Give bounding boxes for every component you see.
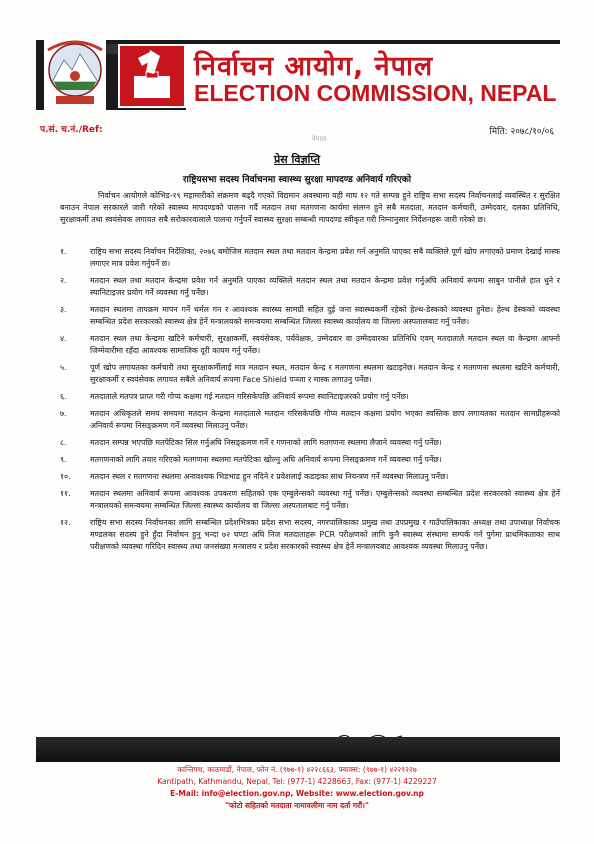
list-item — [60, 437, 560, 449]
subheading: राष्ट्रियसभा सदस्य निर्वाचनमा स्वास्थ्य सुरक्षा मापदण्ड अनिवार्य गरिएको — [182, 175, 412, 185]
item-number: ३. — [60, 305, 67, 314]
footer-slogan: "फोटो सहितको मतदाता नामावलीमा नाम दर्ता गरौं।" — [225, 801, 369, 810]
list-item — [60, 488, 560, 512]
item-text: मतदान स्थल र मतगणना स्थलमा अनावश्यक भिडभाड हुन नदिने र प्रवेशलाई कडाइका साथ नियन्त्रण गर्ने व्यवस्था मिलाउनु पर्नेछ। — [90, 472, 449, 481]
item-number: ११. — [60, 489, 71, 498]
list-item — [60, 454, 560, 466]
list-item — [60, 408, 560, 432]
item-text: मतदान स्थलमा तापक्रम मापन गर्ने थर्मल गन र आवश्यक स्वास्थ्य सामग्री सहित दुई जना स्वास्थ्यकर्मी रहेको हेल्थ-डेस्कको व्यवस्था हुनेछ। हेल्थ डेस्कको व्यवस्था सम्बन्धित प्रदेश सरकारको स्वास्थ्य क्षेत्र हेर्ने मन्त्रालयको समन्वयमा सम्बन्धित जिल्ला स्वास्थ्य कार्यालय वा जिल्ला अस्पतालबाट गर्नु पर्नेछ। — [90, 305, 560, 326]
item-text: मतदान सम्पन्न भएपछि मतपेटिका सिल गर्नुअघि निसङ्क्रमण गर्ने र गणनाको लागि मतगणना स्थलमा लैजाने व्यवस्था गर्नु पर्नेछ। — [90, 438, 442, 447]
list-item — [60, 517, 560, 553]
title-nepali: निर्वाचन आयोग, नेपाल — [194, 51, 434, 82]
item-text: राष्ट्रिय सभा सदस्य निर्वाचन निर्देशिका, २०७६ बमोजिम मतदान स्थल तथा मतदान केन्द्रमा प्रवेश गर्न अनुमति पाएका सबै व्यक्तिले पूर्ण खोप लगाएको प्रमाण देखाई मास्क लगाएर मात्र प्रवेश गर्नुपर्ने छ। — [90, 247, 560, 268]
item-text: राष्ट्रिय सभा सदस्य निर्वाचनका लागि सम्बन्धित प्रदेशभित्रका प्रदेश सभा सदस्य, नगरपालिकाका प्रमुख तथा उपप्रमुख र गाउँपालिकाका अध्यक्ष तथा उपाध्यक्ष निर्वाचक मण्डलका सदस्य हुने हुँदा निर्वाचन हुनु भन्दा ७२ घण्टा अघि निज मतदाताहरू PCR परीक्षणको लागि कुनै स्वास्थ्य संस्थामा सम्पर्क गर्न पुगेमा प्राथमिकताका साथ परीक्षणको व्यवस्था गरिदिन स्वास्थ्य तथा जनसंख्या मन्त्रालय र प्रदेश सरकारको स्वास्थ्य क्षेत्र हेर्ने मन्त्रालयबाट आवश्यक व्यवस्था मिलाउनु पर्नेछ। — [90, 518, 560, 551]
item-text: मतदान अधिकृतले समय समयमा मतदान केन्द्रमा मतदाताले मतदान गरिसकेपछि गोप्य मतदान कक्षमा प्रयोग भएका स्वस्तिक छाप लगायतका मतदान सामग्रीहरूको अनिवार्य रूपमा निसङ्क्रमण गर्ने व्यवस्था मिलाउनु पर्नेछ। — [90, 409, 560, 430]
intro-paragraph: निर्वाचन आयोगले कोभिड-१९ महामारीको संक्रमण बढ्दै गएको विद्यमान अवस्थामा यही माघ १२ गते सम्पन्न हुने राष्ट्रिय सभा सदस्य निर्वाचनलाई व्यवस्थित र सुरक्षित बनाउन नेपाल सरकारले जारी गरेको स्वास्थ्य मापदण्डको पालना गर्दै मतदान तथा मतगणना कार्यमा संलग्न हुने सबै मतदाता, मतदान कर्मचारी, उम्मेदवार, दलका प्रतिनिधि, सुरक्षाकर्मी तथा स्वयंसेवक लगायत सबै सरोकारवालाले पालना गर्नुपर्ने स्वास्थ्य सुरक्षा सम्बन्धी मापदण्ड स्वीकृत गरी निम्नानुसार निर्देशनहरू जारी गरेको छ। — [60, 191, 560, 224]
item-text: मतदान स्थल तथा मतदान केन्द्रमा प्रवेश गर्न अनुमति पाएका व्यक्तिले मतदान स्थल तथा मतदान केन्द्रमा प्रवेश गर्नुअघि अनिवार्य रूपमा साबुन पानीले हात धुने र स्यानिटाइजर प्रयोग गर्ने व्यवस्था गर्नु पर्नेछ। — [90, 276, 560, 297]
election-commission-logo-icon — [118, 44, 186, 108]
page-title: प्रेस विज्ञप्ति — [273, 153, 321, 166]
nepal-emblem-icon — [44, 36, 106, 110]
footer-address-nepali: कान्तिपथ, काठमाडौं, नेपाल, फोन नं. (९७७-१) ४२२८६६३, फ्याक्स: (९७७-१) ४२२९२२७ — [177, 765, 417, 774]
footer-bar — [36, 737, 560, 762]
reference-label: प.सं. च.नं./Ref: — [40, 125, 103, 135]
item-number: ९. — [60, 455, 67, 464]
item-number: १०. — [60, 472, 71, 481]
item-number: ६. — [60, 392, 67, 401]
item-number: ७. — [60, 409, 67, 418]
item-number: ५. — [60, 363, 67, 372]
list-item — [60, 391, 560, 403]
list-item — [60, 471, 560, 483]
item-number: ८. — [60, 438, 67, 447]
item-text: मतदान स्थलमा अनिवार्य रूपमा आवश्यक उपकरण सहितको एक एम्बुलेन्सको व्यवस्था गर्नु पर्नेछ। एम्बुलेन्सको व्यवस्था सम्बन्धित प्रदेश सरकारको स्वास्थ्य क्षेत्र हेर्ने मन्त्रालयको समन्वयमा सम्बन्धित जिल्ला स्वास्थ्य कार्यालय वा जिल्ला अस्पतालबाट गर्नु पर्नेछ। — [90, 489, 560, 510]
office-stamp: नेपाल — [311, 135, 327, 143]
title-english: ELECTION COMMISSION, NEPAL — [194, 80, 557, 106]
item-number: १. — [60, 247, 67, 256]
footer-contact: E-Mail: info@election.gov.np, Website: www.election.gov.np — [170, 789, 424, 798]
item-text: मतदान स्थल तथा केन्द्रमा खटिने कर्मचारी, सुरक्षाकर्मी, स्वयंसेवक, पर्यवेक्षक, उम्मेदवार वा उम्मेदवारका प्रतिनिधि एवम् मतदाताले मतदान स्थल वा केन्द्रमा आफ्नो जिम्मेवारीमा रहँदा आवश्यक सामाजिक दूरी कायम गर्नु पर्नेछ। — [90, 334, 560, 355]
list-item — [60, 362, 560, 386]
list-item — [60, 275, 560, 299]
item-text: मतदाताले मतपत्र प्राप्त गरी गोप्य कक्षमा गई मतदान गरिसकेपछि अनिवार्य रूपमा स्यानिटाइजरको प्रयोग गर्नु पर्नेछ। — [90, 392, 409, 401]
item-text: मतगणनाको लागि तयार गरिएको मतगणना स्थलमा मतपेटिका खोल्नु अघि अनिवार्य रूपमा निसङ्क्रमण गर्ने व्यवस्था गर्नु पर्नेछ। — [90, 455, 442, 464]
footer-address-english: Kantipath, Kathmandu, Nepal, Tel: (977-1) 4228663, Fax: (977-1) 4229227 — [157, 777, 437, 786]
directive-list — [60, 246, 560, 558]
item-number: ४. — [60, 334, 67, 343]
item-text: पूर्ण खोप लगायतका कर्मचारी तथा सुरक्षाकर्मीलाई मात्र मतदान स्थल, मतदान केन्द्र र मतगणना स्थलमा खटाइनेछ। मतदान केन्द्र र मतगणना स्थलमा खटिने कर्मचारी, सुरक्षाकर्मी र स्वयंसेवक लगायत सबैले अनिवार्य रूपमा Face Shield पञ्जा र मास्क लगाउनु पर्नेछ। — [90, 363, 560, 384]
item-number: १२. — [60, 518, 71, 527]
list-item — [60, 246, 560, 270]
date-label: मिति: २०७८/१०/०६ — [489, 127, 554, 137]
item-number: २. — [60, 276, 67, 285]
footer — [0, 764, 594, 812]
list-item — [60, 304, 560, 328]
list-item — [60, 333, 560, 357]
